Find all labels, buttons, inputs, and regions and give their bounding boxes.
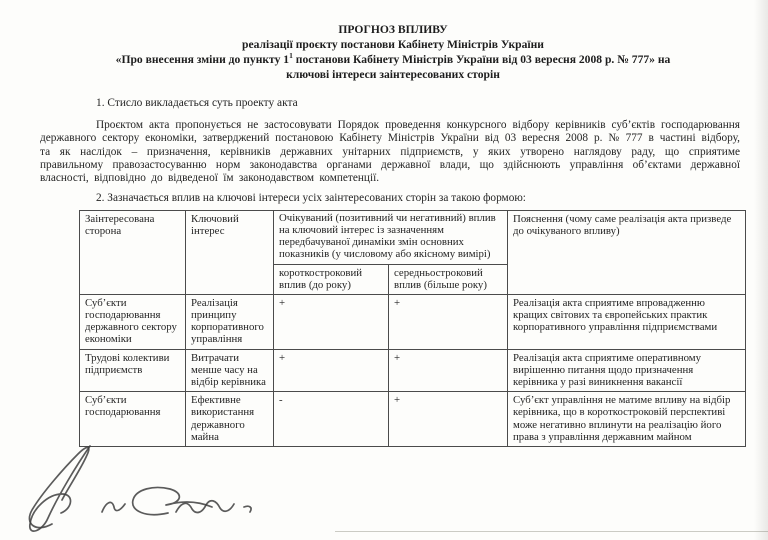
table-row — [80, 349, 746, 392]
header-expected-impact: Очікуваний (позитивний чи негативний) вплив на ключовий інтерес із зазначенням передбачуваної динаміки змін основних показників (у числовому або якісному вимірі) — [274, 211, 508, 265]
cell-party: Суб’єкти господарювання — [80, 392, 186, 447]
title-line-1: ПРОГНОЗ ВПЛИВУ — [338, 23, 448, 36]
page-edge-line — [335, 531, 768, 532]
cell-mid-term-impact: + — [389, 349, 508, 392]
cell-interest: Реалізація принципу корпоративного управління — [186, 294, 274, 349]
table-row — [80, 392, 746, 447]
cell-explanation: Реалізація акта сприятиме впровадженню кращих світових та європейських практик корпоративного управління підприємствами — [508, 294, 746, 349]
header-party: Заінтересована сторона — [80, 211, 186, 295]
document-title — [34, 22, 752, 82]
title-line-3 — [34, 52, 752, 67]
title-line-4: ключові інтереси заінтересованих сторін — [286, 68, 500, 81]
section-1-paragraph: Проєктом акта пропонується не застосовувати Порядок проведення конкурсного відбору керівників суб’єктів господарювання державного сектору економіки, затверджений постановою Кабінету Міністрів України від 03 вересня 2008 р. № 777 в частині відбору, та як наслідок – призначення, керівників державних унітарних підприємств, у яких утворено наглядову раду, що сприятиме правильному правозастосуванню норм законодавства органами державної влади, що здійснюють управління об’єктами державної власності, відповідно до відведеної їм законодавством компетенції. — [40, 119, 740, 185]
header-interest: Ключовий інтерес — [186, 211, 274, 295]
cell-short-term-impact: + — [274, 349, 389, 392]
title-line-3-prefix: «Про внесення зміни до пункту 1 — [115, 53, 290, 66]
header-mid-term-impact: середньостроковий вплив (більше року) — [389, 264, 508, 294]
table-header-row-1 — [80, 211, 746, 265]
cell-party: Суб’єкти господарювання державного сектору економіки — [80, 294, 186, 349]
cell-short-term-impact: - — [274, 392, 389, 447]
scan-edge-shade — [754, 0, 768, 540]
cell-short-term-impact: + — [274, 294, 389, 349]
cell-interest: Ефективне використання державного майна — [186, 392, 274, 447]
cell-party: Трудові колективи підприємств — [80, 349, 186, 392]
section-1-heading: 1. Стисло викладається суть проекту акта — [96, 97, 298, 109]
title-line-3-suffix: постанови Кабінету Міністрів України від 03 вересня 2008 р. № 777» на — [292, 53, 671, 66]
handwritten-signature-icon — [16, 436, 278, 538]
cell-interest: Витрачати менше часу на відбір керівника — [186, 349, 274, 392]
header-explanation: Пояснення (чому саме реалізація акта призведе до очікуваного впливу) — [508, 211, 746, 295]
impact-table — [79, 210, 746, 447]
table-row — [80, 294, 746, 349]
section-2-heading: 2. Зазначається вплив на ключові інтереси усіх заінтересованих сторін за такою формою: — [96, 192, 526, 204]
cell-explanation: Суб’єкт управління не матиме впливу на відбір керівника, що в короткостроковій перспективі може негативно вплинути на реалізацію його права з управління державним майном — [508, 392, 746, 447]
cell-mid-term-impact: + — [389, 392, 508, 447]
cell-explanation: Реалізація акта сприятиме оперативному вирішенню питання щодо призначення керівника у разі виникнення вакансії — [508, 349, 746, 392]
title-line-3-superscript: 1 — [289, 51, 293, 61]
title-line-2: реалізації проєкту постанови Кабінету Міністрів України — [242, 38, 544, 51]
cell-mid-term-impact: + — [389, 294, 508, 349]
header-short-term-impact: короткостроковий вплив (до року) — [274, 264, 389, 294]
